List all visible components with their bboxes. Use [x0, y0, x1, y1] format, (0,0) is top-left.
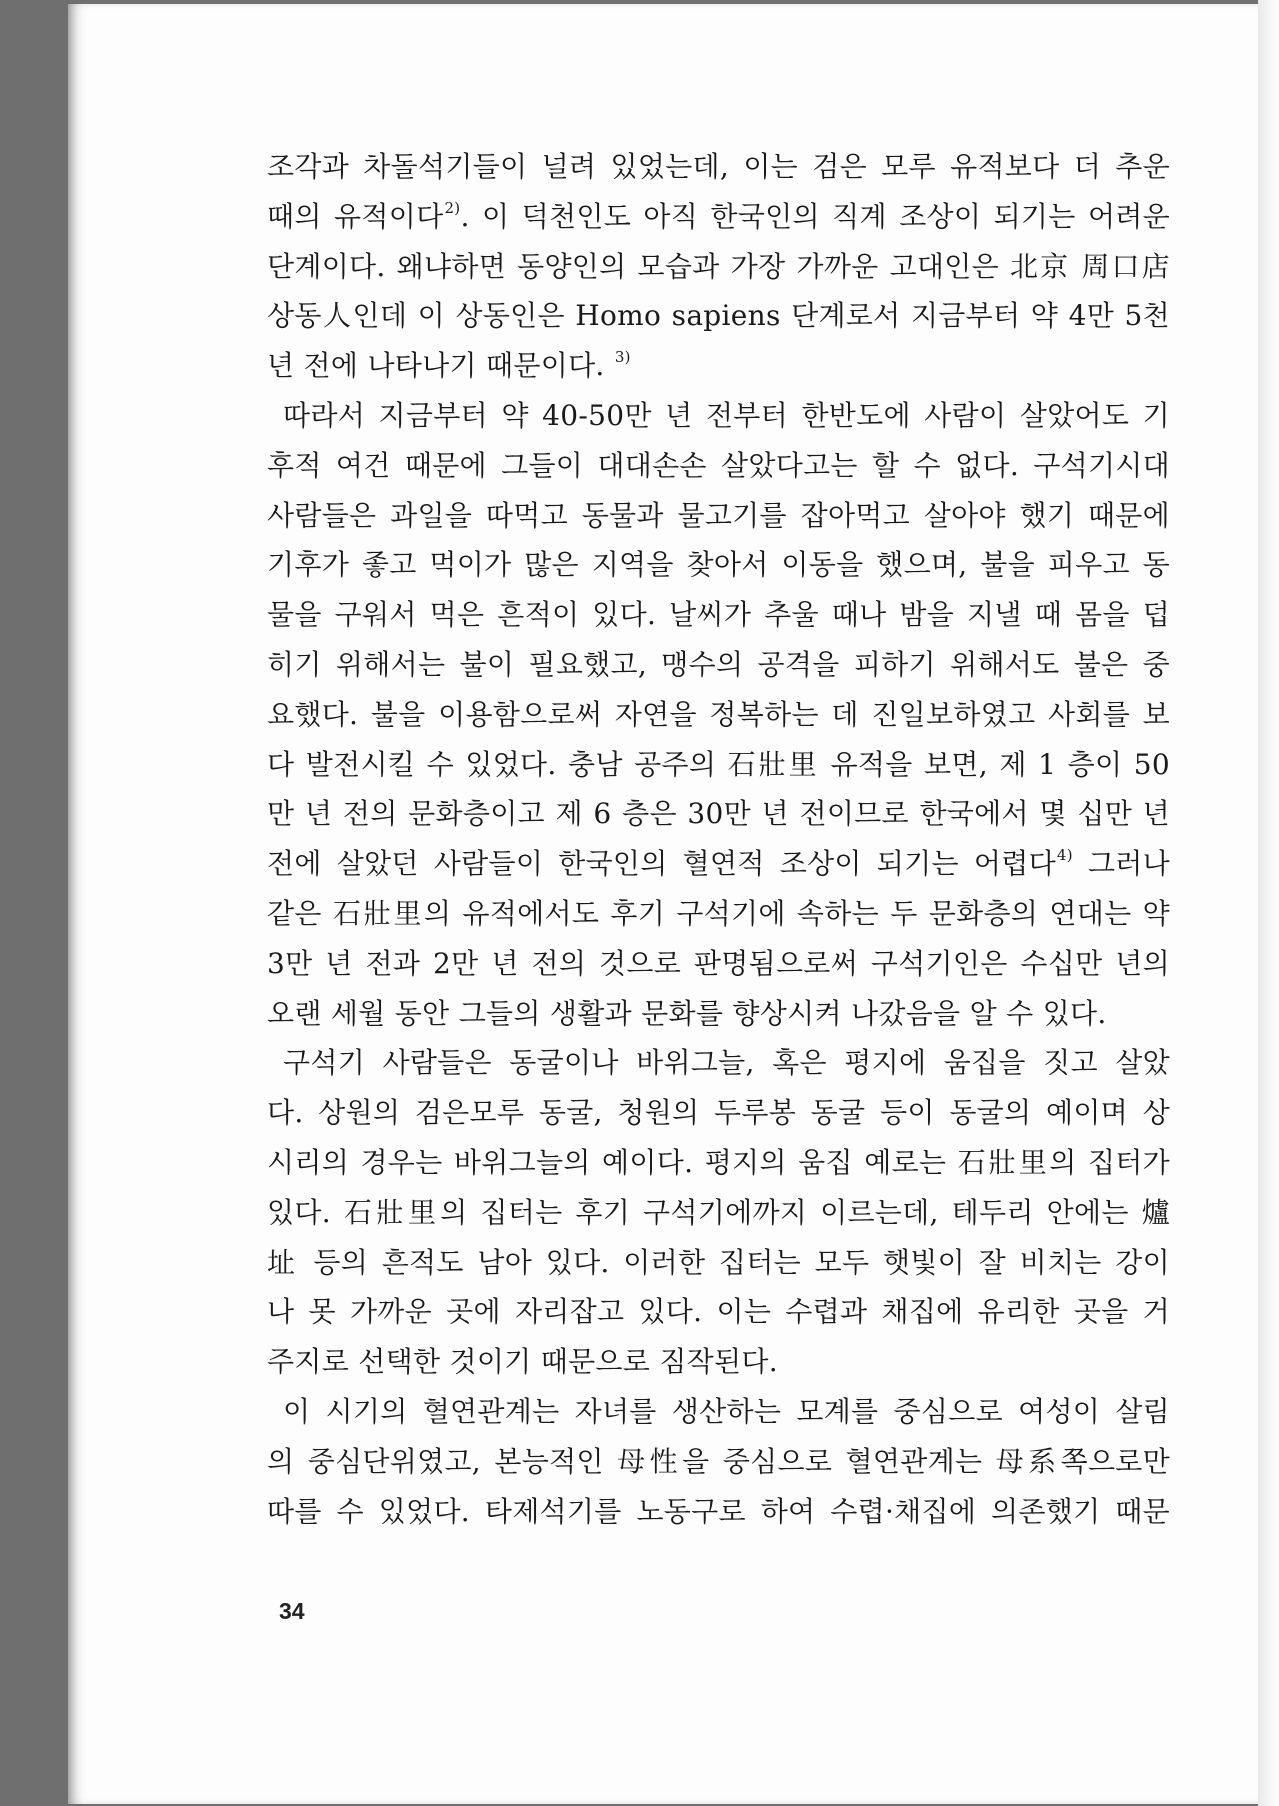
text-line: 3만 년 전과 2만 년 전의 것으로 판명됨으로써 구석기인은 수십만 년의	[267, 946, 1170, 980]
text-line: 상동人인데 이 상동인은 Homo sapiens 단계로서 지금부터 약 4만 5천	[267, 299, 1170, 333]
text-line: 있다. 石壯里의 집터는 후기 구석기에까지 이르는데, 테두리 안에는 爐	[267, 1195, 1170, 1229]
text-line: 년 전에 나타나기 때문이다. $^{3)}$	[267, 348, 631, 383]
text-line: 조각과 차돌석기들이 널려 있었는데, 이는 검은 모루 유적보다 더 추운	[267, 150, 1170, 183]
book-page	[68, 4, 1258, 1804]
text-line: 요했다. 불을 이용함으로써 자연을 정복하는 데 진일보하였고 사회를 보	[267, 697, 1170, 731]
page-edge	[1258, 0, 1279, 1806]
text-line: 따를 수 있었다. 타제석기를 노동구로 하여 수렵·채집에 의존했기 때문	[267, 1494, 1170, 1528]
text-line: 오랜 세월 동안 그들의 생활과 문화를 향상시켜 나갔음을 알 수 있다.	[267, 996, 1107, 1030]
text-line: 나 못 가까운 곳에 자리잡고 있다. 이는 수렵과 채집에 유리한 곳을 거	[267, 1295, 1170, 1329]
text-line: 이 시기의 혈연관계는 자녀를 생산하는 모계를 중심으로 여성이 살림	[283, 1394, 1170, 1428]
text-line: 다 발전시킬 수 있었다. 충남 공주의 石壯里 유적을 보면, 제 1 층이 50	[267, 747, 1170, 781]
text-line: 때의 유적이다$^{2)}$. 이 덕천인도 아직 한국인의 직계 조상이 되기는 어려운	[267, 198, 1170, 233]
text-line: 후적 여건 때문에 그들이 대대손손 살았다고는 할 수 없다. 구석기시대	[267, 448, 1170, 482]
text-line: 사람들은 과일을 따먹고 동물과 물고기를 잡아먹고 살아야 했기 때문에	[267, 498, 1170, 532]
page-number: 34	[279, 1598, 305, 1624]
text-line: 의 중심단위였고, 본능적인 母性을 중심으로 혈연관계는 母系쪽으로만	[267, 1444, 1170, 1478]
text-line: 따라서 지금부터 약 40-50만 년 전부터 한반도에 사람이 살았어도 기	[283, 398, 1170, 432]
footnote-ref: 2)	[444, 198, 461, 217]
text-line: 시리의 경우는 바위그늘의 예이다. 평지의 움집 예로는 石壯里의 집터가	[267, 1145, 1170, 1179]
text-line: 주지로 선택한 것이기 때문으로 짐작된다.	[267, 1345, 778, 1379]
footnote-ref: 3)	[614, 348, 631, 367]
text-line: 전에 살았던 사람들이 한국인의 혈연적 조상이 되기는 어렵다$^{4)}$ 그러나	[267, 846, 1170, 881]
text-line: 만 년 전의 문화층이고 제 6 층은 30만 년 전이므로 한국에서 몇 십만 년	[267, 797, 1170, 831]
text-line: 물을 구워서 먹은 흔적이 있다. 날씨가 추울 때나 밤을 지낼 때 몸을 덥	[267, 598, 1170, 632]
text-line: 기후가 좋고 먹이가 많은 지역을 찾아서 이동을 했으며, 불을 피우고 동	[267, 548, 1170, 582]
text-line: 같은 石壯里의 유적에서도 후기 구석기에 속하는 두 문화층의 연대는 약	[267, 896, 1170, 930]
text-line: 구석기 사람들은 동굴이나 바위그늘, 혹은 평지에 움집을 짓고 살았	[283, 1046, 1170, 1080]
footnote-ref: 4)	[1056, 846, 1073, 865]
text-line: 다. 상원의 검은모루 동굴, 청원의 두루봉 동굴 등이 동굴의 예이며 상	[267, 1096, 1170, 1130]
text-line: 址 등의 흔적도 남아 있다. 이러한 집터는 모두 햇빛이 잘 비치는 강이	[267, 1245, 1170, 1279]
text-line: 히기 위해서는 불이 필요했고, 맹수의 공격을 피하기 위해서도 불은 중	[267, 647, 1170, 681]
text-line: 단계이다. 왜냐하면 동양인의 모습과 가장 가까운 고대인은 北京 周口店	[267, 249, 1170, 283]
page-body	[267, 142, 1170, 1536]
